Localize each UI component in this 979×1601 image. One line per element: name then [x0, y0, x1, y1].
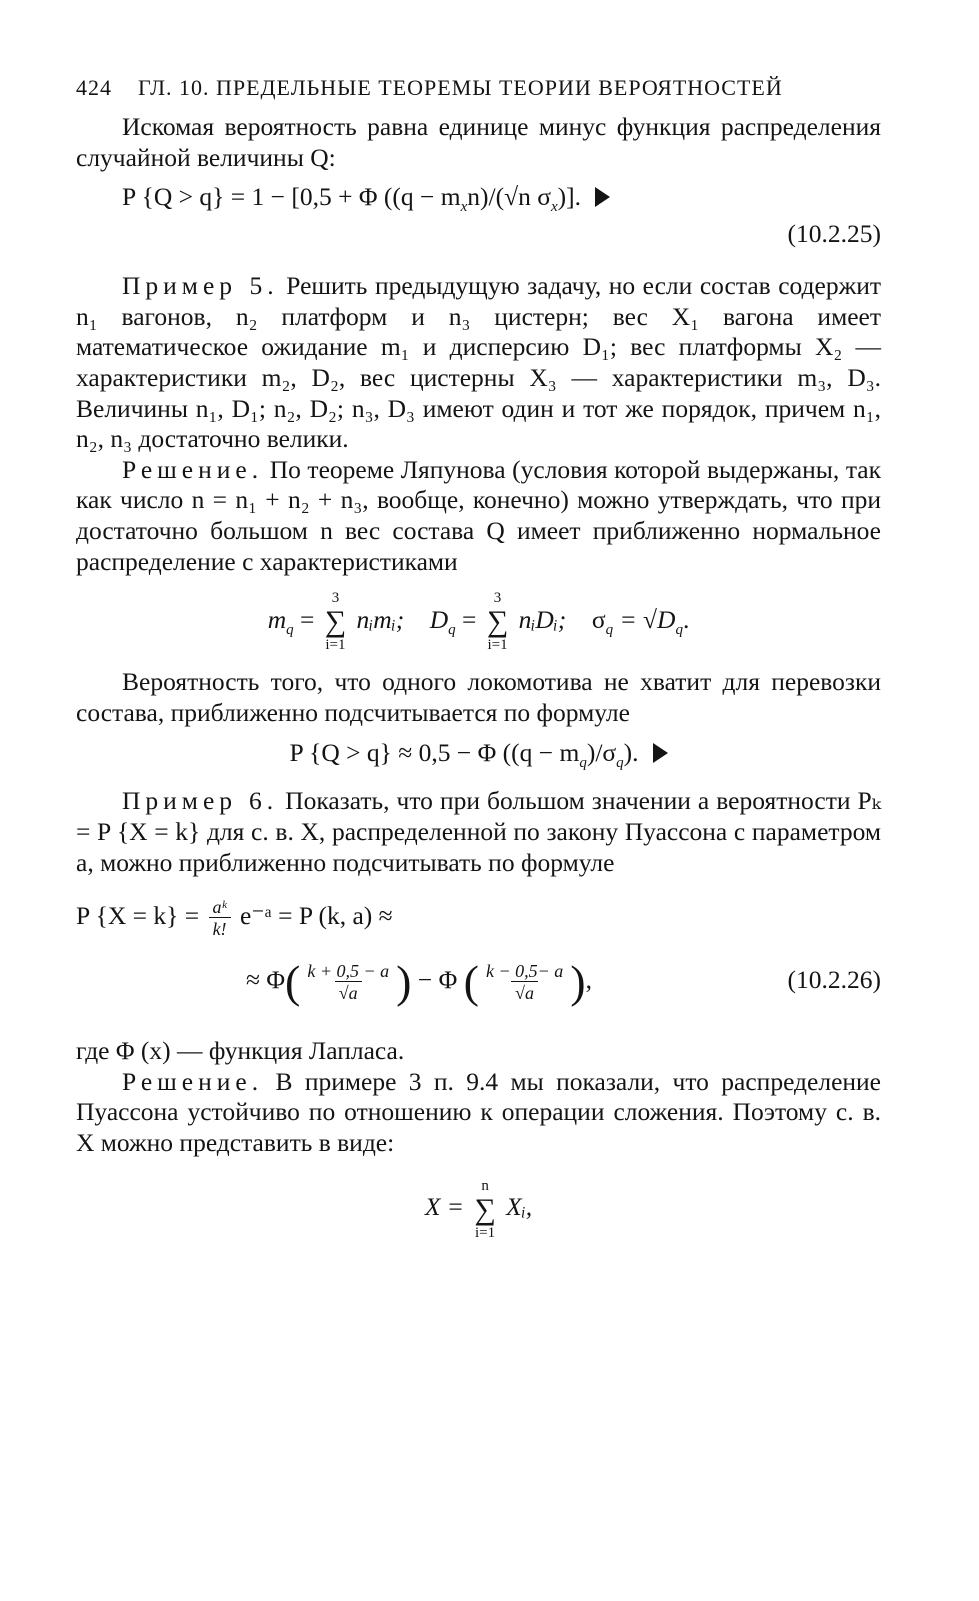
equation-10-2-26-line-2: ≈ Φ( $\frac{k + 0,5 - a}{√a}$ ) − Φ ( $\frac{k - 0,5- a}{√a}$ ), (10.2.26) [76, 944, 881, 1016]
example-6-label: Пример 6. [122, 786, 279, 816]
equation-10-2-25: P {Q > q} = 1 − [0,5 + Φ ($(q - m_xn)/(√n$ $\sigma_x$)]. [76, 179, 881, 215]
solution-6 [76, 1067, 881, 1159]
solution-6-text: В примере 3 п. 9.4 мы показали, что распределение Пуассона устойчиво по отношению к операции сложения. Поэтому с. в. X можно представить в виде: [76, 1066, 881, 1157]
sum-sign-icon: 3 ∑ i=1 [324, 590, 347, 654]
paragraph-probability: Вероятность того, что одного локомотива не хватит для перевозки состава, приближенно подсчитывается по формуле [76, 667, 881, 727]
page-number: 424 [76, 75, 112, 100]
equation-number-10-2-26: (10.2.26) [787, 965, 881, 995]
equation-number-10-2-25: (10.2.25) [787, 219, 881, 249]
example-5-label: Пример 5. [122, 271, 279, 301]
equation-sum-x: X = n ∑ i=1 Xᵢ, [424, 1177, 533, 1241]
running-title: ГЛ. 10. ПРЕДЕЛЬНЫЕ ТЕОРЕМЫ ТЕОРИИ ВЕРОЯТНОСТЕЙ [138, 75, 783, 100]
equation-characteristics: $m_q$ = 3 ∑ i=1 nᵢmᵢ; $D_q$ = 3 ∑ i=1 nᵢDᵢ; $\sigma_q = √D_q$. [267, 590, 690, 654]
sum-sign-icon: 3 ∑ i=1 [486, 590, 509, 654]
end-of-solution-triangle-icon [653, 743, 668, 763]
paragraph-intro: Искомая вероятность равна единице минус функция распределения случайной величины Q: [76, 112, 881, 172]
running-header [76, 64, 881, 112]
solution-5-text: По теореме Ляпунова (условия которой выдержаны, так как число n = n₁ + n₂ + n₃, вообще, конечно) можно утверждать, что при достаточно большом n вес состава Q имеет приближенно нормальное распределение с характеристиками [76, 454, 881, 576]
page [76, 64, 881, 1244]
sum-sign-icon: n ∑ i=1 [474, 1177, 496, 1241]
example-6-text: Показать, что при большом значении a вероятности Pₖ = P {X = k} для с. в. X, распределенной по закону Пуассона с параметром a, можно приближенно подсчитывать по формуле [76, 786, 881, 877]
solution-5-label: Решение. [122, 454, 264, 484]
laplace-note: где Φ (x) — функция Лапласа. [76, 1036, 405, 1066]
equation-approx: P {Q > q} ≈ 0,5 − Φ $((q - m_q)/\sigma_q)$. [76, 734, 881, 772]
solution-6-label: Решение. [122, 1066, 264, 1096]
equation-10-2-26-line-1: P {X = k} = $\frac{\text{aᵏ}}{k!}$ e⁻ᵃ = P (k, a) ≈ [76, 896, 393, 939]
end-of-solution-triangle-icon [595, 187, 610, 207]
example-5-text: Решить предыдущую задачу, но если состав содержит n₁ вагонов, n₂ платформ и n₃ цистерн; вес X₁ вагона имеет математическое ожидание m₁ и дисперсию D₁; вес платформы X₂ — характеристики m₂, D₂, вес цистерны X₃ — характеристики m₃, D₃. Величины n₁, D₁; n₂, D₂; n₃, D₃ имеют один и тот же порядок, причем n₁, n₂, n₃ достаточно велики. [76, 271, 881, 454]
example-5 [76, 271, 881, 455]
example-6 [76, 786, 881, 878]
fraction-a-k-over-k-factorial: $\frac{\text{aᵏ}}{k!}$ [209, 897, 231, 940]
solution-5 [76, 455, 881, 577]
